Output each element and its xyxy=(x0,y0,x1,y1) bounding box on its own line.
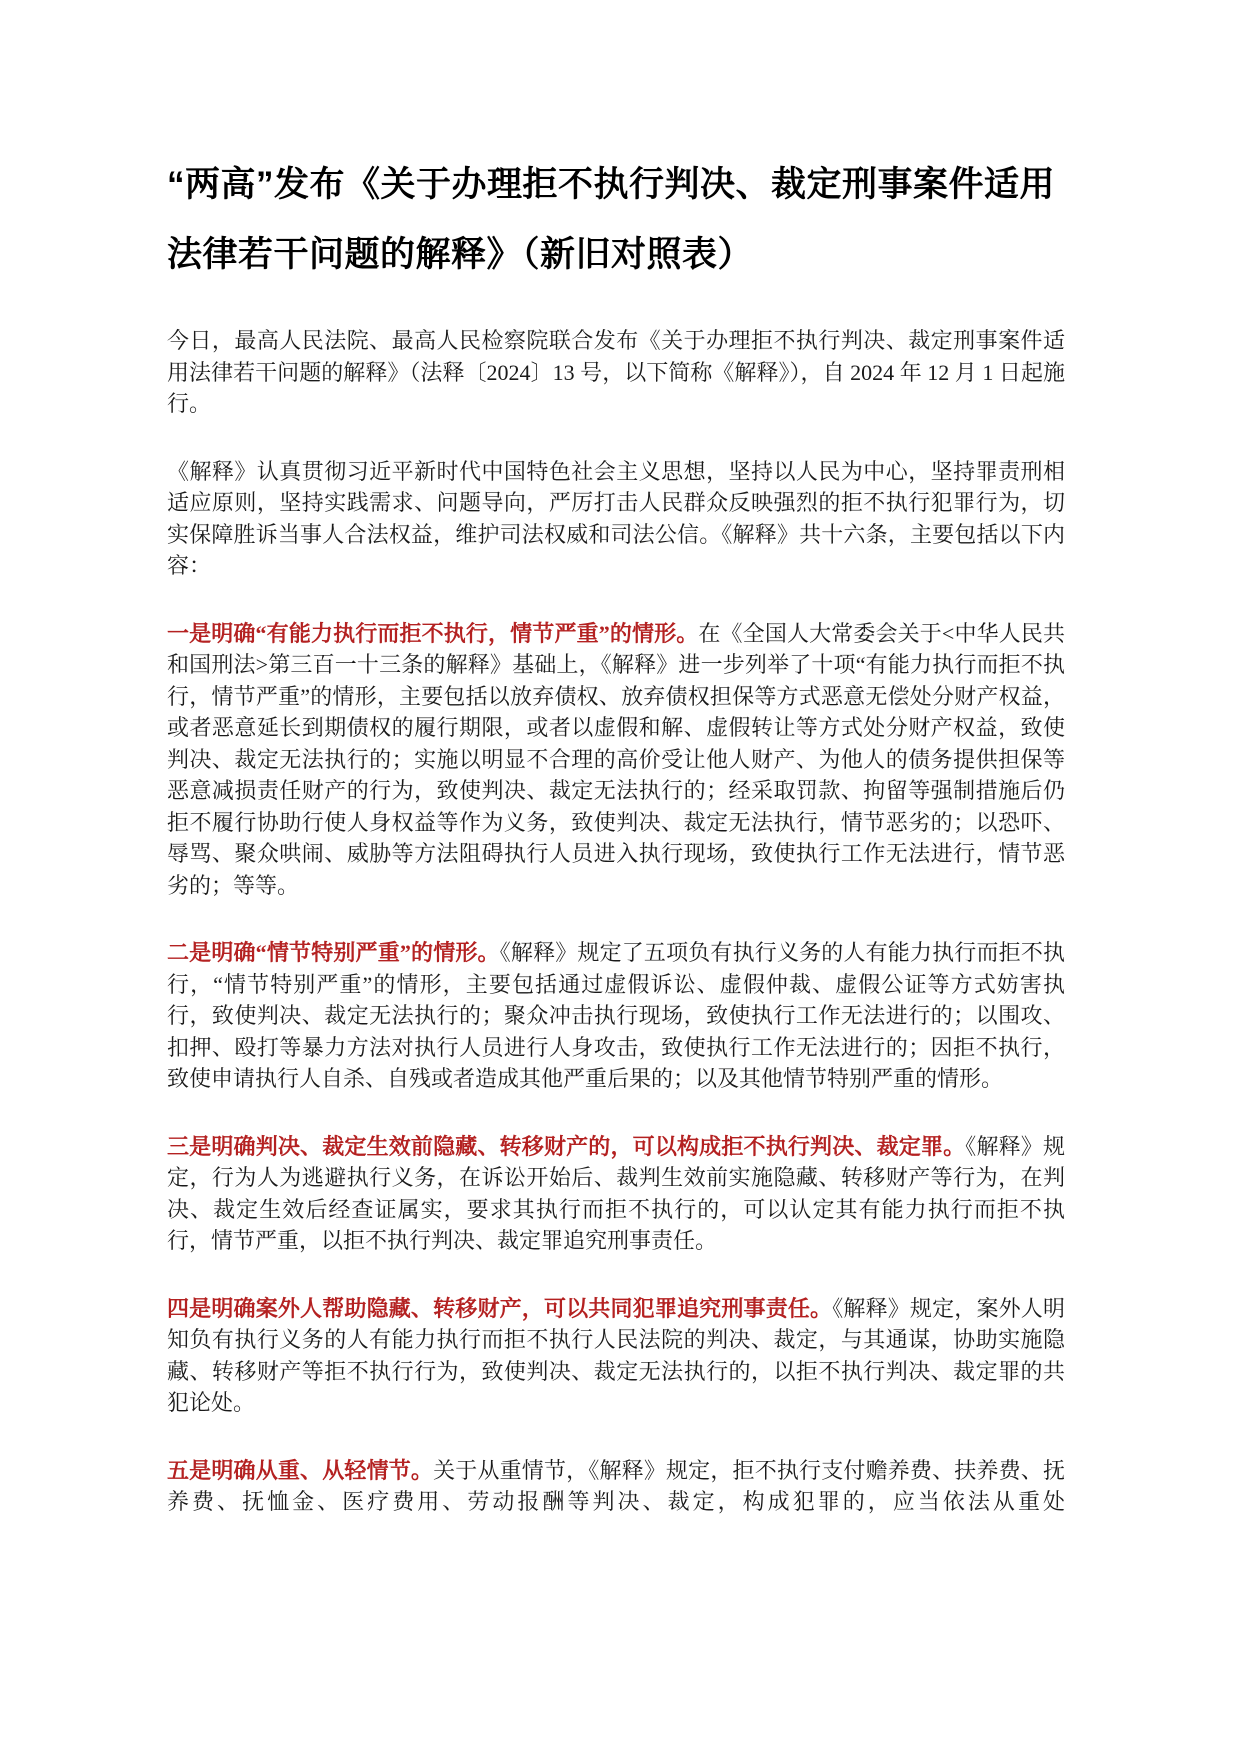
paragraph-point-4 xyxy=(167,1293,1065,1419)
paragraph-text: 关于从重情节，《解释》规定，拒不执行支付赡养费、扶养费、抚养费、抚恤金、医疗费用、劳动报酬等判决、裁定，构成犯罪的，应当依法从重处 xyxy=(167,1457,1065,1514)
paragraph-point-5 xyxy=(167,1455,1065,1518)
paragraph-point-3 xyxy=(167,1131,1065,1257)
paragraph-overview xyxy=(167,456,1065,582)
paragraph-text: 在《全国人大常委会关于<中华人民共和国刑法>第三百一十三条的解释》基础上，《解释》进一步列举了十项“有能力执行而拒不执行，情节严重”的情形，主要包括以放弃债权、放弃债权担保等方式恶意无偿处分财产权益，或者恶意延长到期债权的履行期限，或者以虚假和解、虚假转让等方式处分财产权益，致使判决、裁定无法执行的；实施以明显不合理的高价受让他人财产、为他人的债务提供担保等恶意减损责任财产的行为，致使判决、裁定无法执行的；经采取罚款、拘留等强制措施后仍拒不履行协助行使人身权益等作为义务，致使判决、裁定无法执行，情节恶劣的；以恐吓、辱骂、聚众哄闹、威胁等方法阻碍执行人员进入执行现场，致使执行工作无法进行，情节恶劣的；等等。 xyxy=(167,620,1065,898)
paragraph-text: 《解释》规定，案外人明知负有执行义务的人有能力执行而拒不执行人民法院的判决、裁定，与其通谋，协助实施隐藏、转移财产等拒不执行行为，致使判决、裁定无法执行的，以拒不执行判决、裁定罪的共犯论处。 xyxy=(167,1295,1065,1415)
paragraph-point-2 xyxy=(167,937,1065,1095)
document-body xyxy=(167,325,1065,1518)
paragraph-text: 《解释》规定，行为人为逃避执行义务，在诉讼开始后、裁判生效前实施隐藏、转移财产等行为，在判决、裁定生效后经查证属实，要求其执行而拒不执行的，可以认定其有能力执行而拒不执行，情节严重，以拒不执行判决、裁定罪追究刑事责任。 xyxy=(167,1133,1065,1253)
paragraph-lead: 三是明确判决、裁定生效前隐藏、转移财产的，可以构成拒不执行判决、裁定罪。 xyxy=(167,1133,966,1159)
paragraph-point-1 xyxy=(167,618,1065,902)
paragraph-lead: 一是明确“有能力执行而拒不执行，情节严重”的情形。 xyxy=(167,620,699,646)
paragraph-text: 《解释》认真贯彻习近平新时代中国特色社会主义思想，坚持以人民为中心，坚持罪责刑相适应原则，坚持实践需求、问题导向，严厉打击人民群众反映强烈的拒不执行犯罪行为，切实保障胜诉当事人合法权益，维护司法权威和司法公信。《解释》共十六条，主要包括以下内容： xyxy=(167,458,1065,578)
paragraph-intro xyxy=(167,325,1065,420)
paragraph-lead: 二是明确“情节特别严重”的情形。 xyxy=(167,940,500,965)
page-title: “两高”发布《关于办理拒不执行判决、裁定刑事案件适用法律若干问题的解释》（新旧对照表） xyxy=(167,165,1056,274)
paragraph-text: 《解释》规定了五项负有执行义务的人有能力执行而拒不执行，“情节特别严重”的情形，主要包括通过虚假诉讼、虚假仲裁、虚假公证等方式妨害执行，致使判决、裁定无法执行的；聚众冲击执行现场，致使执行工作无法进行的；以围攻、扣押、殴打等暴力方法对执行人员进行人身攻击，致使执行工作无法进行的；因拒不执行，致使申请执行人自杀、自残或者造成其他严重后果的；以及其他情节特别严重的情形。 xyxy=(167,940,1065,1091)
paragraph-lead: 五是明确从重、从轻情节。 xyxy=(167,1457,434,1483)
paragraph-lead: 四是明确案外人帮助隐藏、转移财产，可以共同犯罪追究刑事责任。 xyxy=(167,1295,833,1321)
paragraph-text: 今日，最高人民法院、最高人民检察院联合发布《关于办理拒不执行判决、裁定刑事案件适用法律若干问题的解释》（法释〔2024〕13 号，以下简称《解释》），自 2024 年 12 月 1 日起施行。 xyxy=(167,328,1065,416)
